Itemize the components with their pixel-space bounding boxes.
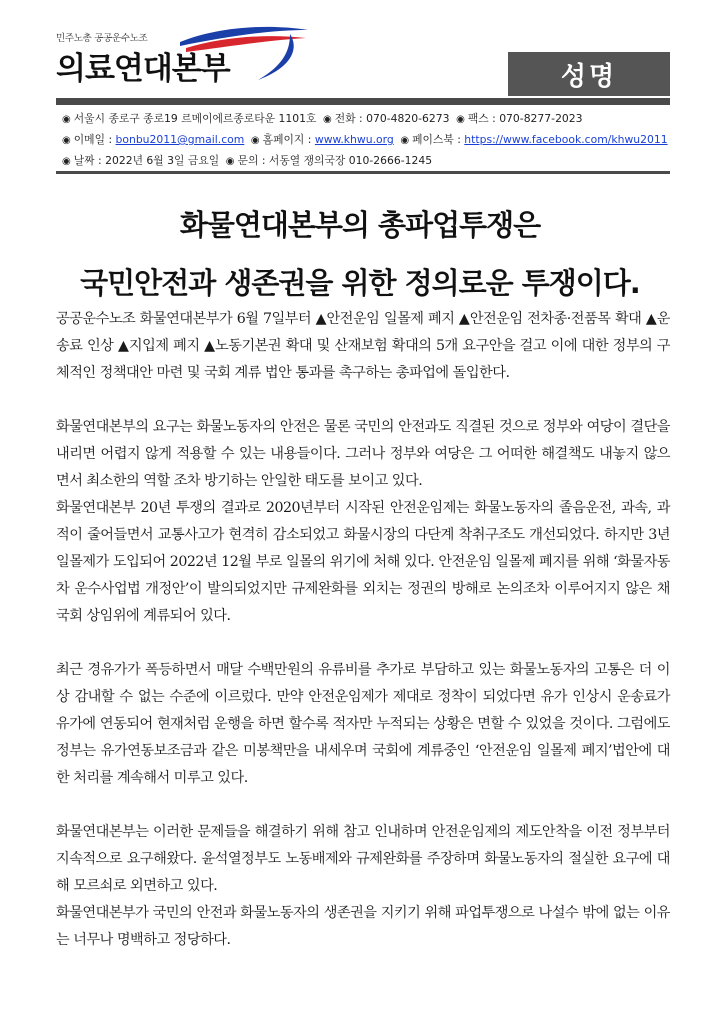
email-link[interactable]: bonbu2011@gmail.com <box>115 133 245 146</box>
title-line-1: 화물연대본부의 총파업투쟁은 <box>179 208 541 242</box>
paragraph-2: 화물연대본부의 요구는 화물노동자의 안전은 물론 국민의 안전과도 직결된 것으로 정부와 여당이 결단을 내리면 어렵지 않게 적용할 수 있는 내용들이다. 그러나 정부와 여당은 그 어떠한 해결책도 내놓지 않으면서 최소한의 역할 조차 방기하는 안일한 태도를 보이고 있다. <box>56 419 670 489</box>
header-divider-bottom <box>56 171 670 174</box>
inquiry-text: 문의 : 서동열 쟁의국장 010-2666-1245 <box>237 154 433 167</box>
bullet-icon: ◉ <box>62 135 71 146</box>
bullet-icon: ◉ <box>62 156 71 167</box>
statement-title <box>0 196 720 312</box>
contact-line-online <box>62 129 670 150</box>
homepage-label: 홈페이지 : <box>262 133 315 146</box>
bullet-icon: ◉ <box>62 114 71 125</box>
paragraph-5: 화물연대본부는 이러한 문제들을 해결하기 위해 참고 인내하며 안전운임제의 제도안착을 이전 정부부터 지속적으로 요구해왔다. 윤석열정부도 노동배제와 규제완화를 주장하며 화물노동자의 절실한 요구에 대해 모르쇠로 외면하고 있다. <box>56 824 670 894</box>
title-line-2: 국민안전과 생존권을 위한 정의로운 투쟁이다. <box>80 266 640 300</box>
paragraph-4: 최근 경유가가 폭등하면서 매달 수백만원의 유류비를 추가로 부담하고 있는 화물노동자의 고통은 더 이상 감내할 수 없는 수준에 이르렀다. 만약 안전운임제가 제대로 정착이 되었다면 유가 인상시 운송료가 유가에 연동되어 현재처럼 운행을 하면 할수록 적자만 누적되는 상황은 면할 수 있었을 것이다. 그럼에도 정부는 유가연동보조금과 같은 미봉책만을 내세우며 국회에 계류중인 ‘안전운임 일몰제 폐지’법안에 대한 처리를 계속해서 미루고 있다. <box>56 662 670 786</box>
bullet-icon: ◉ <box>452 114 465 125</box>
address-text: 서울시 종로구 종로19 르메이에르종로타운 1101호 <box>73 112 317 125</box>
statement-body <box>56 306 670 954</box>
paragraph-3: 화물연대본부 20년 투쟁의 결과로 2020년부터 시작된 안전운임제는 화물노동자의 졸음운전, 과속, 과적이 줄어들면서 교통사고가 현격히 감소되었고 화물시장의 다단계 착취구조도 개선되었다. 하지만 3년 일몰제가 도입되어 2022년 12월 부로 일몰의 위기에 처해 있다. 안전운임 일몰제 폐지를 위해 ‘화물자동차 운수사업법 개정안’이 발의되었지만 규제완화를 외치는 정권의 방해로 논의조차 이루어지지 않은 채 국회 상임위에 계류되어 있다. <box>56 500 670 624</box>
contact-line-address <box>62 108 670 129</box>
header-divider-top <box>56 98 670 105</box>
org-top-label: 민주노총 공공운수노조 <box>56 33 148 44</box>
org-name: 의료연대본부 <box>56 51 230 87</box>
fax-text: 팩스 : 070-8277-2023 <box>467 112 583 125</box>
paragraph-1: 공공운수노조 화물연대본부가 6월 7일부터 ▲안전운임 일몰제 폐지 ▲안전운임 전차종·전품목 확대 ▲운송료 인상 ▲지입제 폐지 ▲노동기본권 확대 및 산재보험 확대의 5개 요구안을 걸고 이에 대한 정부의 구체적인 정책대안 마련 및 국회 계류 법안 통과를 촉구하는 총파업에 돌입한다. <box>56 311 670 381</box>
paragraph-6: 화물연대본부가 국민의 안전과 화물노동자의 생존권을 지키기 위해 파업투쟁으로 나설수 밖에 없는 이유는 너무나 명백하고 정당하다. <box>56 905 670 948</box>
homepage-link[interactable]: www.khwu.org <box>314 133 394 146</box>
bullet-icon: ◉ <box>319 114 332 125</box>
contact-block <box>62 108 670 171</box>
phone-text: 전화 : 070-4820-6273 <box>334 112 450 125</box>
facebook-link[interactable]: https://www.facebook.com/khwu2011 <box>464 133 668 146</box>
facebook-label: 페이스북 : <box>412 133 465 146</box>
bullet-icon: ◉ <box>222 156 235 167</box>
bullet-icon: ◉ <box>397 135 410 146</box>
email-label: 이메일 : <box>73 133 116 146</box>
contact-line-date <box>62 150 670 171</box>
org-logo <box>56 30 256 96</box>
statement-badge: 성명 <box>508 52 670 96</box>
bullet-icon: ◉ <box>247 135 260 146</box>
date-text: 날짜 : 2022년 6월 3일 금요일 <box>73 154 220 167</box>
